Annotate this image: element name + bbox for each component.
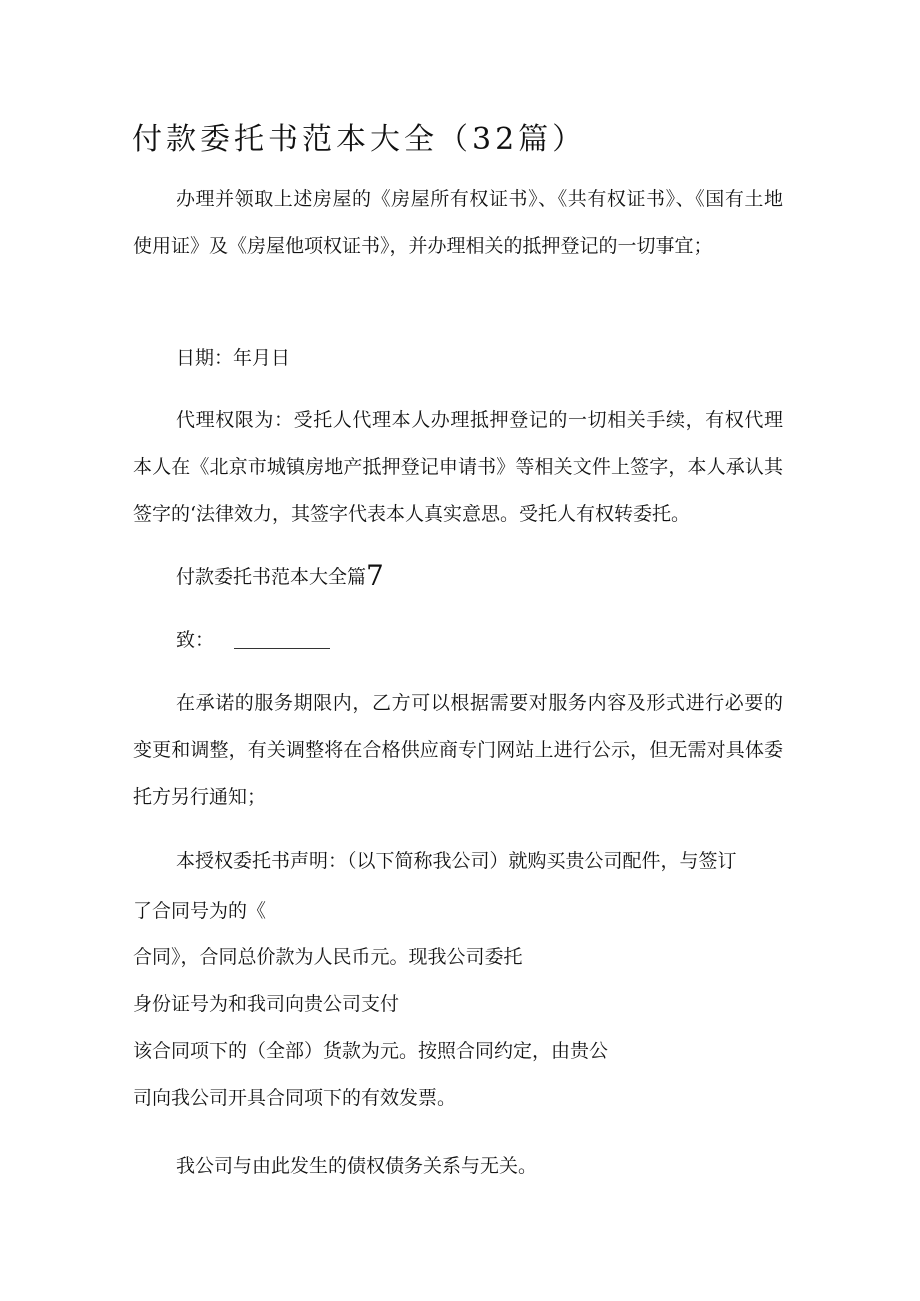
section-heading	[176, 561, 384, 592]
section-heading-text: 付款委托书范本大全篇	[176, 566, 367, 588]
paragraph-agent-authority: 代理权限为：受托人代理本人办理抵押登记的一切相关手续，有权代理本人在《北京市城镇房地产抵押登记申请书》等相关文件上签字，本人承认其签字的‘法律效力，其签字代表本人真实意思。受托人有权转委托。	[133, 409, 783, 525]
contract-line-2: 合同》，合同总价款为人民币元。现我公司委托	[133, 946, 523, 968]
paragraph-service-period: 在承诺的服务期限内，乙方可以根据需要对服务内容及形式进行必要的变更和调整，有关调整将在合格供应商专门网站上进行公示，但无需对具体委托方另行通知；	[133, 692, 783, 808]
addressee-label: 致：	[176, 629, 215, 651]
closing-paragraph: 我公司与由此发生的债权债务关系与无关。	[176, 1155, 538, 1177]
document-title: 付款委托书范本大全（32篇）	[132, 122, 587, 157]
contract-line-4: 该合同项下的（全部）货款为元。按照合同约定，由贵公	[133, 1040, 609, 1062]
section-heading-number: 7	[366, 559, 384, 592]
date-line: 日期：年月日	[176, 347, 291, 369]
contract-line-5: 司向我公司开具合同项下的有效发票。	[133, 1087, 457, 1109]
statement-line: 本授权委托书声明：（以下简称我公司）就购买贵公司配件，与签订	[176, 850, 737, 872]
contract-line-3: 身份证号为和我司向贵公司支付	[133, 993, 400, 1015]
paragraph-property-certificates: 办理并领取上述房屋的《房屋所有权证书》、《共有权证书》、《国有土地使用证》及《房屋他项权证书》，并办理相关的抵押登记的一切事宜；	[133, 188, 783, 257]
addressee-blank	[234, 634, 330, 649]
addressee-line	[176, 625, 330, 655]
contract-line-1: 了合同号为的《	[133, 900, 267, 922]
